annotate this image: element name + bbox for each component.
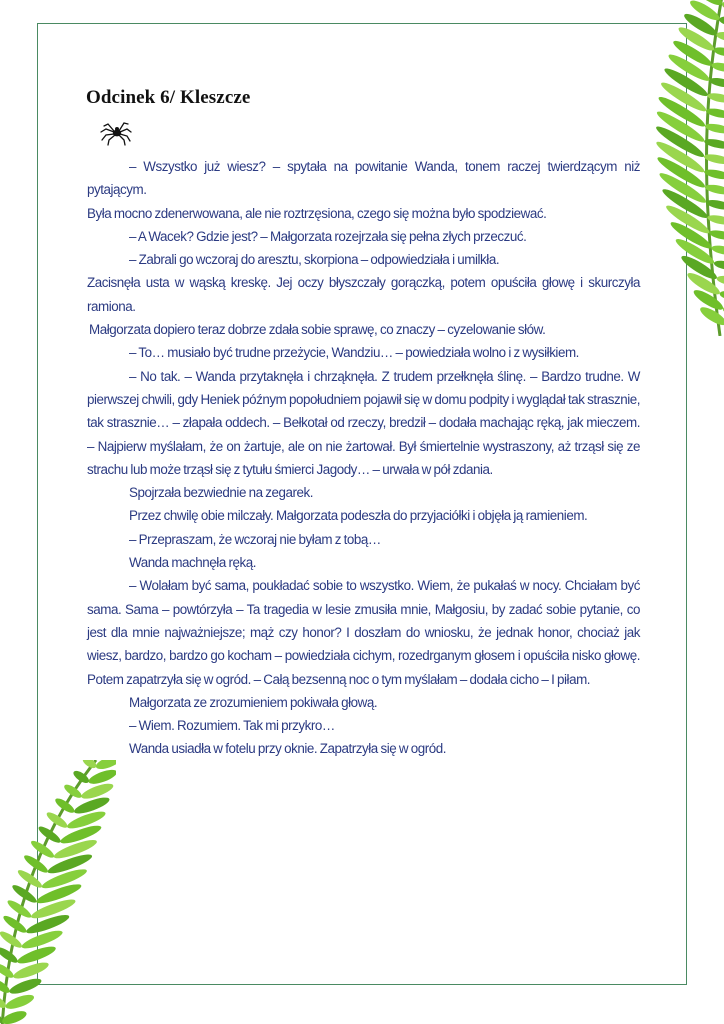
fern-leaflet <box>12 959 51 981</box>
fern-leaflet <box>53 796 76 815</box>
paragraph: – Wszystko już wiesz? – spytała na powitanie Wanda, tonem raczej twierdzącym niż pytającym. <box>87 159 640 198</box>
spider-icon <box>99 119 133 147</box>
fern-leaflet <box>37 824 63 845</box>
fern-leaflet <box>22 853 50 876</box>
fern-leaflet <box>713 259 724 271</box>
paragraph: Wanda usiadła w fotelu przy oknie. Zapatrzyła się w ogród. <box>129 741 447 757</box>
fern-leaflet <box>45 810 70 830</box>
fern-leaflet <box>29 838 56 860</box>
chapter-title: Odcinek 6/ Kleszcze <box>86 87 251 108</box>
fern-leaflet <box>8 976 43 997</box>
paragraph: – A Wacek? Gdzie jest? – Małgorzata rozejrzała się pełna złych przeczuć. <box>129 228 527 244</box>
paragraph: – Przepraszam, że wczoraj nie byłam z tobą… <box>129 531 381 547</box>
fern-leaflet <box>62 782 83 800</box>
fern-leaflet <box>719 290 724 302</box>
fern-decoration-bottom-left <box>0 760 116 1024</box>
fern-leaflet <box>87 767 116 787</box>
paragraph: – No tak. – Wanda przytaknęła i chrząknęła. Z trudem przełknęła ślinę. – Bardzo trudne. W pierwszej chwili, gdy Heniek późnym popołudniem pojawił się w domu podpity i wyglądał tak strasznie, tak strasznie… – złapała oddech. – Bełkotał od rzeczy, bredził – dodała machając ręką, jak mieczem. – Najpierw myślałam, że on żartuje, ale on nie żartował. Był śmiertelnie wystraszony, aż trząsł się ze strachu lub może trząsł się z tytułu śmierci Jagody… – urwała w pół zdania. <box>87 368 640 477</box>
paragraph: Przez chwilę obie milczały. Małgorzata podeszła do przyjaciółki i objęła ją ramieniem. <box>129 508 588 524</box>
paragraph: Małgorzata dopiero teraz dobrze zdała sobie sprawę, co znaczy – cyzelowanie słów. <box>89 322 546 338</box>
paragraph: – Wolałam być sama, poukładać sobie to wszystko. Wiem, że pukałaś w nocy. Chciałam być sama. Sama – powtórzyła – Ta tragedia w lesie zmusiła mnie, Małgosiu, by zadać sobie pytanie, co jest dla mnie najważniejsze; mąż czy honor? I doszłam do wniosku, że jednak honor, chociaż jak wiesz, bardzo, bardzo go kocham – powiedziała cichym, rozedrganym głosem i opuściła nisko głowę. Potem zapatrzyła się w ogród. – Całą bezsenną noc o tym myślałam – dodała cicho – I piłam. <box>87 578 640 687</box>
paragraph: – Zabrali go wczoraj do aresztu, skorpiona – odpowiedziała i umilkła. <box>129 252 500 268</box>
paragraph: – To… musiało być trudne przeżycie, Wandziu… – powiedziała wolno i z wysiłkiem. <box>129 345 579 361</box>
story-text <box>87 155 640 761</box>
fern-leaflet <box>716 274 724 286</box>
paragraph: Zacisnęła usta w wąską kreskę. Jej oczy błyszczały gorączką, potem opuściła głowę i skurczyła ramiona. <box>87 275 640 314</box>
paragraph: Wanda machnęła ręką. <box>129 555 257 571</box>
paragraph: – Wiem. Rozumiem. Tak mi przykro… <box>129 718 335 734</box>
paragraph: Małgorzata ze zrozumieniem pokiwała głową. <box>129 694 378 710</box>
fern-leaflet <box>711 244 724 257</box>
paragraph: Spojrzała bezwiednie na zegarek. <box>129 485 314 501</box>
fern-leaflet <box>80 781 115 802</box>
paragraph: Była mocno zdenerwowana, ale nie roztrzęsiona, czego się można było spodziewać. <box>87 205 547 221</box>
fern-leaflet <box>4 992 36 1012</box>
